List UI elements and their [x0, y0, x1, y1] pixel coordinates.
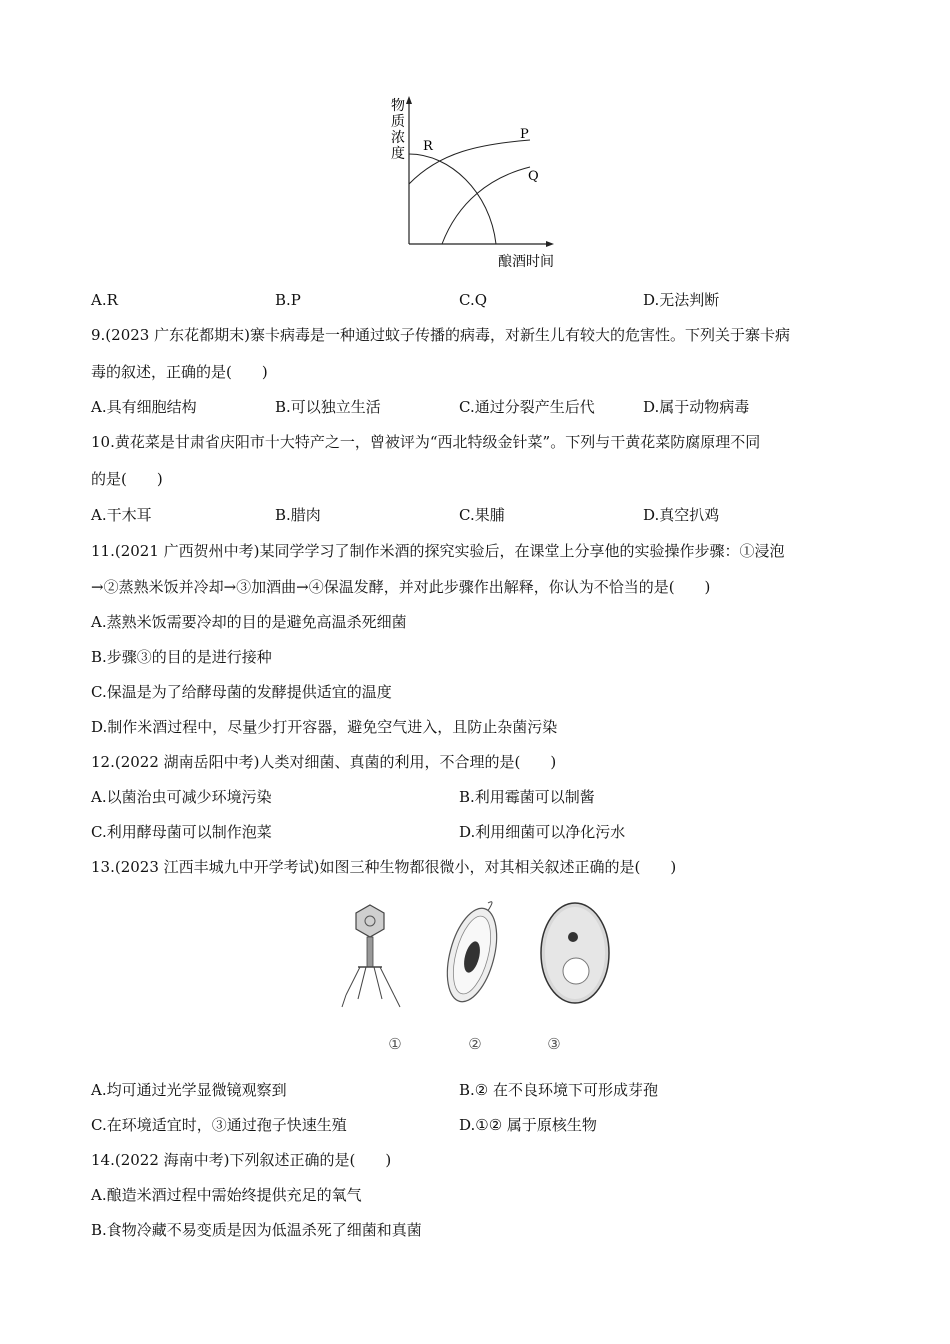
q12-option-d: D.利用细菌可以净化污水 — [459, 823, 626, 841]
curve-label-p: P — [520, 127, 529, 142]
q10-option-c: C.果脯 — [459, 506, 505, 524]
q9-stem-line2: 毒的叙述，正确的是( ) — [91, 363, 268, 381]
q8-option-a: A.R — [91, 291, 118, 309]
q11-stem-line2: →②蒸熟米饭并冷却→③加酒曲→④保温发酵，并对此步骤作出解释，你认为不恰当的是( ) — [91, 578, 711, 596]
y-label-char: 浓 — [391, 130, 405, 146]
concentration-graph — [380, 92, 580, 272]
y-label-char: 物 — [391, 98, 405, 114]
q13-option-c: C.在环境适宜时，③通过孢子快速生殖 — [91, 1116, 347, 1134]
q12-option-c: C.利用酵母菌可以制作泡菜 — [91, 823, 272, 841]
curve-r — [409, 154, 496, 244]
curve-label-r: R — [423, 139, 433, 154]
q14-stem: 14.(2022 海南中考)下列叙述正确的是( ) — [91, 1151, 392, 1169]
q11-option-b: B.步骤③的目的是进行接种 — [91, 648, 272, 666]
q12-stem: 12.(2022 湖南岳阳中考)人类对细菌、真菌的利用，不合理的是( ) — [91, 753, 557, 771]
bacterium-illustration — [438, 902, 505, 1007]
q9-option-b: B.可以独立生活 — [275, 398, 381, 416]
y-label-char: 度 — [391, 146, 405, 162]
x-axis-arrow — [546, 241, 554, 247]
y-axis-arrow — [406, 96, 412, 104]
figure-label-2: ② — [468, 1035, 482, 1053]
q8-option-c: C.Q — [459, 291, 488, 309]
q10-stem-line1: 10.黄花菜是甘肃省庆阳市十大特产之一，曾被评为“西北特级金针菜”。下列与干黄花菜防腐原理不同 — [91, 433, 761, 451]
figure-label-1: ① — [388, 1035, 402, 1053]
q12-option-a: A.以菌治虫可减少环境污染 — [91, 788, 272, 806]
q8-option-b: B.P — [275, 291, 301, 309]
q9-option-d: D.属于动物病毒 — [643, 398, 750, 416]
q9-option-a: A.具有细胞结构 — [91, 398, 197, 416]
x-axis-label: 酿酒时间 — [498, 254, 554, 270]
q9-stem-line1: 9.(2023 广东花都期末)寨卡病毒是一种通过蚊子传播的病毒，对新生儿有较大的危害性。下列关于寨卡病 — [91, 326, 790, 344]
q14-option-b: B.食物冷藏不易变质是因为低温杀死了细菌和真菌 — [91, 1221, 422, 1239]
microorganism-figure — [330, 895, 620, 1065]
q11-option-c: C.保温是为了给酵母菌的发酵提供适宜的温度 — [91, 683, 392, 701]
q13-stem: 13.(2023 江西丰城九中开学考试)如图三种生物都很微小，对其相关叙述正确的是( ) — [91, 858, 677, 876]
y-label-char: 质 — [391, 114, 405, 130]
q14-option-a: A.酿造米酒过程中需始终提供充足的氧气 — [91, 1186, 362, 1204]
yeast-cell-illustration — [541, 903, 609, 1003]
q13-option-d: D.①② 属于原核生物 — [459, 1116, 597, 1134]
q8-option-d: D.无法判断 — [643, 291, 720, 309]
curve-q — [442, 167, 530, 244]
figure-label-3: ③ — [547, 1035, 561, 1053]
q10-stem-line2: 的是( ) — [91, 470, 163, 488]
curve-label-q: Q — [528, 169, 539, 184]
q10-option-b: B.腊肉 — [275, 506, 321, 524]
q11-option-d: D.制作米酒过程中，尽量少打开容器，避免空气进入，且防止杂菌污染 — [91, 718, 558, 736]
q10-option-d: D.真空扒鸡 — [643, 506, 720, 524]
q9-option-c: C.通过分裂产生后代 — [459, 398, 595, 416]
q13-option-b: B.② 在不良环境下可形成芽孢 — [459, 1081, 659, 1099]
q13-option-a: A.均可通过光学显微镜观察到 — [91, 1081, 287, 1099]
q11-option-a: A.蒸熟米饭需要冷却的目的是避免高温杀死细菌 — [91, 613, 407, 631]
bacteriophage-illustration — [342, 905, 400, 1007]
q10-option-a: A.干木耳 — [91, 506, 152, 524]
q12-option-b: B.利用霉菌可以制酱 — [459, 788, 595, 806]
q11-stem-line1: 11.(2021 广西贺州中考)某同学学习了制作米酒的探究实验后，在课堂上分享他的实验操作步骤：①浸泡 — [91, 542, 785, 560]
